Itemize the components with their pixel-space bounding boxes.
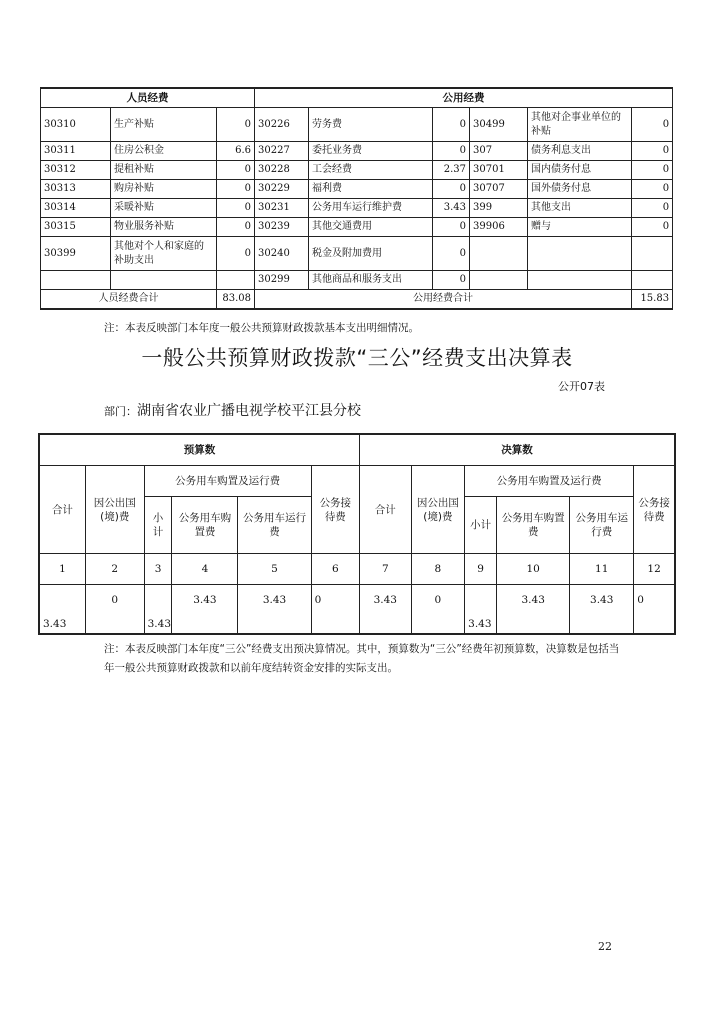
- item-cell: 国内债务付息: [528, 161, 632, 180]
- table-row: [41, 237, 673, 271]
- amount-cell: 0: [632, 199, 673, 218]
- amount-cell: 6.6: [217, 142, 255, 161]
- amount-cell: 0: [433, 237, 470, 271]
- item-cell: 物业服务补贴: [111, 218, 217, 237]
- three-public-expenses-table: [38, 433, 676, 635]
- item-cell: 住房公积金: [111, 142, 217, 161]
- item-cell: 其他对企事业单位的补贴: [528, 108, 632, 142]
- value-cell: 0: [311, 585, 359, 635]
- item-cell: [528, 271, 632, 290]
- item-cell: 工会经费: [309, 161, 433, 180]
- table-code: 公开07表: [558, 380, 605, 393]
- car-operation-col-header: 公务用车运行费: [238, 497, 311, 554]
- code-cell: 30227: [255, 142, 309, 161]
- department-name: 湖南省农业广播电视学校平江县分校: [137, 403, 361, 419]
- item-cell: 国外债务付息: [528, 180, 632, 199]
- table-row: [41, 161, 673, 180]
- code-cell: 30314: [41, 199, 111, 218]
- code-cell: 30240: [255, 237, 309, 271]
- amount-cell: 0: [632, 142, 673, 161]
- abroad-col-header: 因公出国(境)费: [85, 466, 144, 554]
- car-group-header: 公务用车购置及运行费: [465, 466, 634, 497]
- code-cell: 30239: [255, 218, 309, 237]
- budget-header: 预算数: [39, 434, 360, 466]
- reception-col-header: 公务接待费: [634, 466, 675, 554]
- code-cell: [41, 271, 111, 290]
- code-cell: 30231: [255, 199, 309, 218]
- item-cell: 其他商品和服务支出: [309, 271, 433, 290]
- table-row: [41, 108, 673, 142]
- code-cell: 30311: [41, 142, 111, 161]
- amount-cell: 0: [433, 142, 470, 161]
- col-number: 6: [311, 554, 359, 585]
- item-cell: 债务利息支出: [528, 142, 632, 161]
- value-cell: 0: [411, 585, 465, 635]
- col-number: 12: [634, 554, 675, 585]
- item-cell: 购房补贴: [111, 180, 217, 199]
- code-cell: 30701: [470, 161, 528, 180]
- value-cell: 3.43: [172, 585, 238, 635]
- code-cell: 30310: [41, 108, 111, 142]
- car-group-header: 公务用车购置及运行费: [144, 466, 311, 497]
- personnel-total-value: 83.08: [217, 290, 255, 310]
- code-cell: 30299: [255, 271, 309, 290]
- amount-cell: 0: [433, 271, 470, 290]
- amount-cell: 0: [217, 237, 255, 271]
- col-number: 9: [465, 554, 497, 585]
- total-col-header: 合计: [360, 466, 412, 554]
- code-cell: 30313: [41, 180, 111, 199]
- code-cell: 30499: [470, 108, 528, 142]
- amount-cell: [632, 237, 673, 271]
- values-row: [39, 585, 675, 635]
- item-cell: 生产补贴: [111, 108, 217, 142]
- item-cell: 委托业务费: [309, 142, 433, 161]
- amount-cell: 0: [632, 161, 673, 180]
- value-cell: 3.43: [360, 585, 412, 635]
- col-number: 5: [238, 554, 311, 585]
- code-cell: 30228: [255, 161, 309, 180]
- public-header: 公用经费: [255, 88, 673, 108]
- table-row: [41, 199, 673, 218]
- item-cell: 采暖补贴: [111, 199, 217, 218]
- amount-cell: [632, 271, 673, 290]
- table1-note: 注：本表反映部门本年度一般公共预算财政拨款基本支出明细情况。: [104, 322, 419, 334]
- item-cell: 福利费: [309, 180, 433, 199]
- final-header: 决算数: [360, 434, 675, 466]
- col-number: 8: [411, 554, 465, 585]
- value-cell: 3.43: [465, 585, 497, 635]
- code-cell: 30226: [255, 108, 309, 142]
- amount-cell: 0: [433, 108, 470, 142]
- item-cell: 公务用车运行维护费: [309, 199, 433, 218]
- subtotal-col-header: 小计: [465, 497, 497, 554]
- abroad-col-header: 因公出国(境)费: [411, 466, 465, 554]
- car-purchase-col-header: 公务用车购置费: [172, 497, 238, 554]
- item-cell: 税金及附加费用: [309, 237, 433, 271]
- amount-cell: 0: [217, 161, 255, 180]
- table-row: [41, 142, 673, 161]
- reception-col-header: 公务接待费: [311, 466, 359, 554]
- column-number-row: [39, 554, 675, 585]
- department-label: 部门：: [104, 405, 137, 418]
- personnel-total-label: 人员经费合计: [41, 290, 217, 310]
- car-purchase-col-header: 公务用车购置费: [497, 497, 570, 554]
- col-number: 11: [570, 554, 634, 585]
- table-row: [41, 218, 673, 237]
- value-cell: 3.43: [238, 585, 311, 635]
- item-cell: 其他对个人和家庭的补助支出: [111, 237, 217, 271]
- item-cell: [528, 237, 632, 271]
- code-cell: 307: [470, 142, 528, 161]
- amount-cell: 0: [632, 180, 673, 199]
- value-cell: 3.43: [570, 585, 634, 635]
- value-cell: 3.43: [497, 585, 570, 635]
- amount-cell: 0: [217, 180, 255, 199]
- item-cell: [111, 271, 217, 290]
- table-row: [41, 180, 673, 199]
- col-number: 1: [39, 554, 85, 585]
- page-number: 22: [598, 940, 612, 953]
- code-cell: 30399: [41, 237, 111, 271]
- code-cell: [470, 271, 528, 290]
- code-cell: 30315: [41, 218, 111, 237]
- item-cell: 赠与: [528, 218, 632, 237]
- item-cell: 其他交通费用: [309, 218, 433, 237]
- item-cell: 其他支出: [528, 199, 632, 218]
- col-number: 4: [172, 554, 238, 585]
- totals-row: [41, 290, 673, 310]
- code-cell: 30312: [41, 161, 111, 180]
- value-cell: 3.43: [39, 585, 85, 635]
- amount-cell: 0: [632, 218, 673, 237]
- item-cell: 提租补贴: [111, 161, 217, 180]
- col-number: 10: [497, 554, 570, 585]
- basic-expenditure-table: [40, 87, 673, 310]
- amount-cell: 0: [217, 199, 255, 218]
- amount-cell: 0: [433, 218, 470, 237]
- code-cell: 30229: [255, 180, 309, 199]
- value-cell: 0: [85, 585, 144, 635]
- amount-cell: 0: [632, 108, 673, 142]
- col-number: 2: [85, 554, 144, 585]
- amount-cell: 3.43: [433, 199, 470, 218]
- code-cell: 39906: [470, 218, 528, 237]
- code-cell: [470, 237, 528, 271]
- code-cell: 30707: [470, 180, 528, 199]
- page-title: 一般公共预算财政拨款“三公”经费支出决算表: [141, 346, 573, 370]
- public-total-label: 公用经费合计: [255, 290, 632, 310]
- personnel-header: 人员经费: [41, 88, 255, 108]
- amount-cell: [217, 271, 255, 290]
- department-line: [104, 400, 361, 420]
- amount-cell: 2.37: [433, 161, 470, 180]
- total-col-header: 合计: [39, 466, 85, 554]
- code-cell: 399: [470, 199, 528, 218]
- subtotal-col-header: 小计: [144, 497, 172, 554]
- col-number: 3: [144, 554, 172, 585]
- table2-note: 注：本表反映部门本年度“三公”经费支出预决算情况。其中，预算数为“三公”经费年初预算数，决算数是包括当年一般公共预算财政拨款和以前年度结转资金安排的实际支出。: [104, 643, 620, 674]
- amount-cell: 0: [433, 180, 470, 199]
- amount-cell: 0: [217, 218, 255, 237]
- amount-cell: 0: [217, 108, 255, 142]
- col-number: 7: [360, 554, 412, 585]
- item-cell: 劳务费: [309, 108, 433, 142]
- value-cell: 0: [634, 585, 675, 635]
- table-row: [41, 271, 673, 290]
- public-total-value: 15.83: [632, 290, 673, 310]
- car-operation-col-header: 公务用车运行费: [570, 497, 634, 554]
- value-cell: 3.43: [144, 585, 172, 635]
